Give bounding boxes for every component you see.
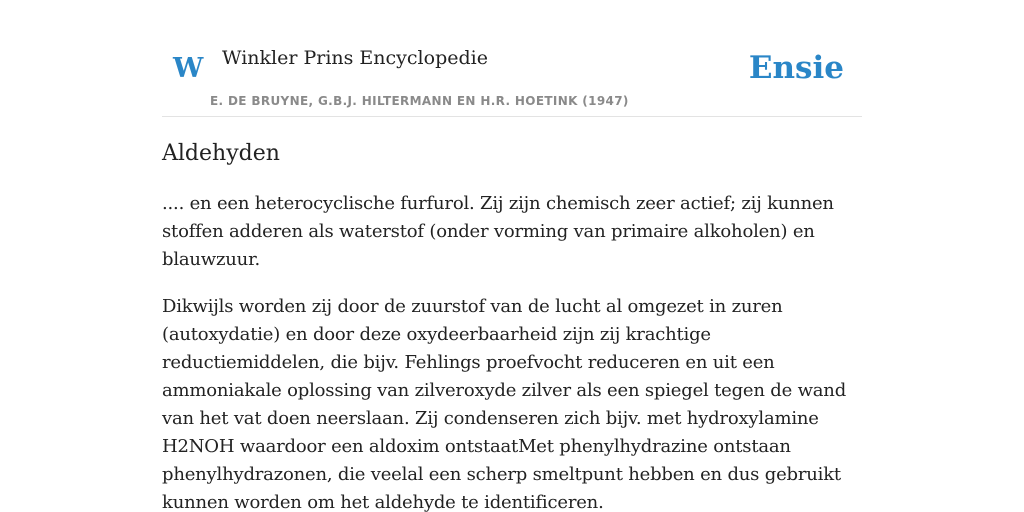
- authors-line: E. DE BRUYNE, G.B.J. HILTERMANN EN H.R. HOETINK (1947): [210, 94, 629, 108]
- encyclopedia-title[interactable]: Winkler Prins Encyclopedie: [222, 47, 488, 69]
- ensie-brand-logo[interactable]: Ensie: [748, 50, 844, 86]
- article: [162, 138, 862, 512]
- article-paragraph: .... en een heterocyclische furfurol. Zij zijn chemisch zeer actief; zij kunnen stoffen adderen als waterstof (onder vorming van primaire alkoholen) en blauwzuur.: [162, 193, 834, 270]
- article-paragraph: Dikwijls worden zij door de zuurstof van de lucht al omgezet in zuren (autoxydatie) en door deze oxydeerbaarheid zijn zij krachtige reductiemiddelen, die bijv. Fehlings proefvocht reduceren en uit een ammoniakale oplossing van zilveroxyde zilver als een spiegel tegen de wand van het vat doen neerslaan. Zij condenseren zich bijv. met hydroxylamine H2NOH waardoor een aldoxim ontstaatMet phenylhydrazine ontstaan phenylhydrazonen, die veelal een scherp smeltpunt hebben en dus gebruikt kunnen worden om het aldehyde te identificeren.: [162, 296, 847, 512]
- article-title: Aldehyden: [162, 141, 280, 166]
- encyclopedia-logo-icon[interactable]: W: [173, 53, 204, 84]
- site-header: [162, 0, 862, 117]
